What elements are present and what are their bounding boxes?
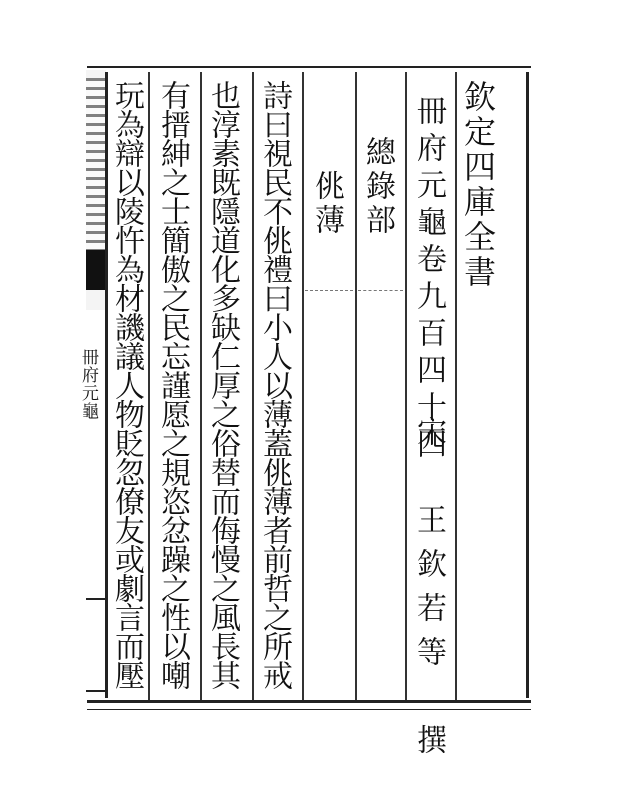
guide-rule — [358, 290, 403, 292]
subsection-heading: 佻薄 — [309, 170, 344, 238]
fore-edge-tick — [86, 690, 106, 692]
volume-line: 冊府元龜卷九百四十四 — [411, 95, 446, 465]
section-heading: 總錄部 — [360, 136, 395, 238]
body-column-1: 詩曰視民不佻禮曰小人以薄蓋佻薄者前哲之所戒 — [257, 80, 292, 689]
column-divider — [405, 72, 407, 700]
fore-edge-pattern — [86, 78, 106, 278]
guide-rule — [305, 290, 353, 292]
frame-bottom-rule — [87, 700, 531, 710]
body-column-2: 也淳素既隱道化多缺仁厚之俗替而侮慢之風長其 — [205, 80, 240, 689]
column-divider — [148, 72, 150, 700]
body-column-4: 玩為辯以陵忤為材譏議人物貶忽僚友或劇言而壓 — [109, 80, 144, 689]
frame-top-rule — [87, 66, 531, 68]
column-divider — [355, 72, 357, 700]
body-column-3: 有搢紳之士簡傲之民忘謹愿之規恣忿躁之性以嘲 — [155, 80, 190, 689]
margin-label: 冊府元龜 — [78, 348, 98, 420]
column-divider — [455, 72, 457, 700]
document-title: 欽定四庫全書 — [459, 80, 497, 290]
column-divider — [252, 72, 254, 700]
author-line: 宋 王欽若等 撰 — [411, 416, 446, 768]
column-divider — [302, 72, 304, 700]
column-divider — [200, 72, 202, 700]
fore-edge-tick — [86, 598, 106, 600]
fore-edge-fishtail — [86, 250, 106, 290]
